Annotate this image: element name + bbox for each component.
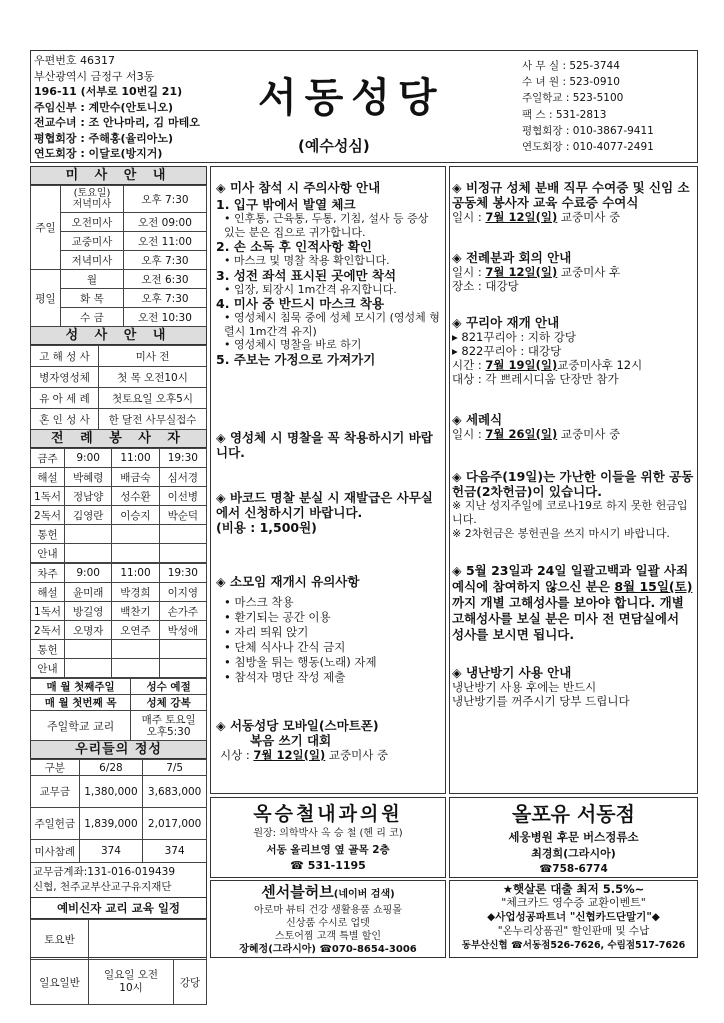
church-subtitle: (예수성심) [298, 137, 370, 155]
server-name [65, 640, 112, 659]
server-name: 이승지 [112, 506, 159, 525]
sacrament-time: 미사 전 [99, 346, 207, 367]
server-name: 윤미래 [65, 583, 112, 602]
server-name [159, 544, 206, 563]
server-role: 통헌 [31, 525, 65, 544]
date-value: 7월 12일(일) [485, 210, 558, 224]
barcode-notice [216, 490, 442, 535]
offering-label: 미사참례 [31, 840, 80, 863]
account-holder: 신협, 천주교부산교구유지재단 [33, 881, 172, 893]
sacrament-time: 한 달전 사무실접수 [99, 409, 207, 430]
herb-name: 센서블허브 [261, 883, 334, 901]
herb-contact [211, 943, 445, 957]
mass-time: 오후 7:30 [123, 289, 206, 308]
date-suffix: 교중미사 중 [557, 427, 621, 441]
meeting-place: 장소 : 대강당 [452, 279, 519, 293]
server-role: 2독서 [31, 621, 65, 640]
server-name: 심서경 [159, 468, 206, 487]
clinic-ad [210, 797, 446, 878]
curia-title: ◈ 꾸리아 재개 안내 [452, 315, 560, 330]
guide-item: • 입장, 퇴장시 1m간격 유지합니다. [224, 282, 397, 296]
catechumen-time: 일요일 오전 10시 [89, 960, 174, 1005]
aircon-text: 냉난방기 사용 후에는 반드시 [452, 680, 597, 694]
olp-name: 올포유 서동점 [512, 802, 635, 826]
contact-office: 사 무 실 : 525-3744 [522, 60, 620, 72]
offering-value: 1,839,000 [79, 808, 143, 840]
mass-guide-section [216, 180, 442, 367]
contact-prayer: 연도회장 : 010-4077-2491 [522, 141, 654, 154]
ceremony-title: ◈ 비정규 성체 분배 직무 수여증 및 신임 소공동체 봉사자 교육 수료증 수여식 [452, 180, 690, 210]
server-name: 박혜령 [65, 468, 112, 487]
date-value: 7월 12일(일) [485, 265, 558, 279]
contact-convent: 수 녀 원 : 523-0910 [522, 76, 620, 89]
confession-text: ◈ 5월 23일과 24일 일괄고백과 일괄 사죄예식에 참여하지 않으신 분은 [452, 563, 689, 594]
server-name: 9:00 [65, 564, 112, 583]
server-name [65, 544, 112, 563]
server-name: 방길영 [65, 602, 112, 621]
group-notice [216, 574, 442, 685]
offering-value: 2,017,000 [143, 808, 207, 840]
guide-heading: 2. 손 소독 후 인적사항 확인 [216, 239, 372, 254]
server-name: 배금숙 [112, 468, 159, 487]
contest-title: ◈ 서동성당 모바일(스마트폰) [216, 718, 379, 733]
offering-value: 374 [143, 840, 207, 863]
group-item: • 참석자 명단 작성 제출 [224, 670, 346, 684]
herb-line: 신상품 수시로 업뎃 [286, 918, 370, 929]
contest-day: 7월 12일(일) [253, 748, 326, 762]
date-label: 일시 : [452, 427, 486, 441]
sacrament-table [30, 345, 207, 430]
catechumen-room: 강당 [174, 960, 207, 1005]
offering-value: 3,683,000 [143, 776, 207, 808]
liturgy-meeting-title: ◈ 전례분과 회의 안내 [452, 250, 572, 265]
date-suffix: 교중미사 후 [557, 265, 621, 279]
server-name: 박성애 [159, 621, 206, 640]
server-name: 박경희 [112, 583, 159, 602]
collection-note: ※ 지난 성지주일에 코로나19로 하지 못한 헌금입니다. [452, 499, 688, 526]
contest-date [216, 748, 442, 762]
clinic-address: 서동 올리브영 옆 골목 2층 [266, 844, 390, 856]
guide-item: • 영성체시 침묵 중에 성체 모시기 (영성체 형렬시 1m간격 유지) [224, 311, 440, 338]
offering-head: 구분 [31, 760, 80, 776]
contact-school: 주일학교 : 523-5100 [522, 92, 624, 105]
council-president: 평협회장 : 주해홍(율리아노) [34, 131, 173, 145]
olp-ad [449, 797, 698, 878]
postal-code: 우편번호 46317 [34, 54, 115, 67]
group-list [216, 595, 442, 685]
herb-owner: 장혜정(그라시아) [239, 944, 316, 955]
olp-owner: 최경희(그라시아) [531, 847, 616, 860]
server-name [159, 525, 206, 544]
server-name [159, 640, 206, 659]
address-line: 부산광역시 금정구 서3동 [34, 69, 155, 83]
servers-this-week [30, 448, 207, 563]
server-role: 1독서 [31, 602, 65, 621]
group-item: • 자리 띄워 앉기 [224, 625, 309, 639]
mass-time: 오전 6:30 [123, 270, 206, 289]
server-name: 19:30 [159, 449, 206, 468]
server-name: 19:30 [159, 564, 206, 583]
server-role: 안내 [31, 659, 65, 678]
mass-time: 오후 7:30 [123, 251, 206, 270]
sacrament-time: 첫토요일 오후5시 [99, 388, 207, 409]
clinic-doctor: 원장: 의학박사 옥 승 철 (헨 리 코) [253, 828, 403, 839]
date-label: 일시 : [452, 265, 486, 279]
aircon-title: ◈ 냉난방기 사용 안내 [452, 665, 572, 680]
church-title: 서동성당 [258, 75, 445, 121]
offering-label: 주일헌금 [31, 808, 80, 840]
curia-time [452, 358, 695, 372]
mobile-contest [216, 718, 442, 762]
server-name [65, 525, 112, 544]
server-name [112, 640, 159, 659]
mass-name: 저녁미사 [61, 251, 124, 270]
offering-title: 우리들의 정성 [31, 741, 206, 759]
date-suffix: 교중미사 중 [557, 210, 621, 224]
mass-day: 수 금 [61, 308, 124, 327]
server-role: 해설 [31, 468, 65, 487]
mass-time: 오전 11:00 [123, 232, 206, 251]
server-name: 9:00 [65, 449, 112, 468]
catechumen-table [30, 919, 207, 1005]
mass-day: 월 [61, 270, 124, 289]
offering-head: 7/5 [143, 760, 207, 776]
church-address [34, 53, 200, 162]
catechumen-saturday: 토요반 [31, 920, 89, 960]
sacrament-name: 고 해 성 사 [31, 346, 99, 367]
guide-heading: ◈ 미사 참석 시 주의사항 안내 [216, 180, 381, 195]
catechumen-sunday: 일요일반 [31, 960, 89, 1005]
server-name: 김영란 [65, 506, 112, 525]
sunday-label: 주일 [31, 186, 61, 270]
offering-head: 6/28 [79, 760, 143, 776]
server-role: 통헌 [31, 640, 65, 659]
server-role: 차주 [31, 564, 65, 583]
collection-note: ※ 2차헌금은 봉헌권을 쓰지 마시기 바랍니다. [452, 527, 670, 540]
clinic-name: 옥승철내과의원 [253, 803, 403, 825]
cu-contact: 동부산신협 ☎서동점526-7626, 수림점517-7626 [461, 940, 686, 951]
mass-time: 오후 7:30 [123, 186, 206, 213]
curia-target: 대상 : 각 쁘레시디움 단장만 참가 [452, 372, 619, 386]
catechumen-title: 예비신자 교리 교육 일정 [31, 898, 206, 919]
nametag-notice [216, 430, 442, 460]
group-item: • 침방울 튀는 행동(노래) 자제 [224, 655, 377, 669]
school-label: 주일학교 교리 [31, 711, 131, 741]
date-label: 일시 : [452, 210, 486, 224]
herb-ad [210, 880, 446, 958]
address-line: 196-11 (서부로 10번길 21) [34, 85, 183, 98]
server-name: 박순덕 [159, 506, 206, 525]
guide-heading: 4. 미사 중 반드시 마스크 착용 [216, 296, 385, 311]
server-name: 이선병 [159, 487, 206, 506]
server-name: 11:00 [112, 449, 159, 468]
server-role: 안내 [31, 544, 65, 563]
contest-suffix: 교중미사 중 [325, 748, 389, 762]
offering-label: 교무금 [31, 776, 80, 808]
school-time: 매주 토요일 오후5:30 [131, 711, 207, 741]
herb-tag: (네이버 검색) [333, 889, 395, 900]
server-name: 11:00 [112, 564, 159, 583]
prayer-president: 연도회장 : 이달로(방지거) [34, 147, 163, 160]
account-info [31, 863, 206, 898]
cu-line: "온누리상품권" 할인판매 및 수납 [497, 925, 650, 937]
mass-name: 오전미사 [61, 213, 124, 232]
server-name: 이지영 [159, 583, 206, 602]
server-role: 해설 [31, 583, 65, 602]
curia-821: ▸ 821꾸리아 : 지하 강당 [452, 330, 576, 344]
monthly-table [30, 678, 207, 741]
credit-union-ad [449, 880, 698, 958]
server-name: 정남양 [65, 487, 112, 506]
collection-notice: ◈ 다음주(19일)는 가난한 이들을 위한 공동헌금(2차헌금)이 있습니다. [452, 469, 694, 499]
sacrament-name: 유 아 세 례 [31, 388, 99, 409]
barcode-cost: (비용 : 1,500원) [216, 520, 317, 535]
sacrament-title: 성 사 안 내 [31, 327, 206, 345]
time-label: 시간 : [452, 358, 486, 372]
aircon-text: 냉난방기를 꺼주시기 당부 드립니다 [452, 694, 630, 708]
mass-title: 미 사 안 내 [31, 167, 206, 185]
monthly-what: 성수 예절 [131, 679, 207, 695]
monthly-when: 매 월 첫번째 목 [31, 695, 131, 711]
contest-subtitle: 복음 쓰기 대회 [250, 733, 332, 748]
weekday-label: 평일 [31, 270, 61, 327]
server-name [159, 659, 206, 678]
confession-text-2: 까지 개별 고해성사를 보아야 합니다. 개별 고해성사를 보실 분은 미사 전 면담실에서 성사를 보시면 됩니다. [452, 595, 684, 642]
mass-time: 오전 10:30 [123, 308, 206, 327]
server-name [112, 659, 159, 678]
contest-label: 시상 : [220, 748, 254, 762]
server-name: 성수환 [112, 487, 159, 506]
cu-line: ★햇살론 대출 최저 5.5%~ [502, 882, 645, 896]
mass-day: 화 목 [61, 289, 124, 308]
mass-name: (토요일) 저녁미사 [61, 186, 124, 213]
contact-council: 평협회장 : 010-3867-9411 [522, 124, 654, 137]
confession-notice [452, 563, 695, 643]
curia-822: ▸ 822꾸리아 : 대강당 [452, 344, 562, 358]
server-name: 오연주 [112, 621, 159, 640]
server-name [112, 544, 159, 563]
guide-heading: 5. 주보는 가정으로 가져가기 [216, 351, 376, 367]
nuns: 전교수녀 : 조 안나마리, 김 마테오 [34, 116, 200, 129]
clinic-phone: ☎ 531-1195 [290, 859, 366, 872]
time-suffix: 교중미사후 12시 [557, 358, 643, 372]
group-item: • 단체 식사나 간식 금지 [224, 640, 346, 654]
servers-next-week [30, 563, 207, 678]
left-column [30, 166, 207, 994]
baptism-date [452, 427, 695, 441]
cu-line: "체크카드 영수증 교환이벤트" [501, 896, 646, 909]
baptism-title: ◈ 세례식 [452, 412, 503, 427]
ceremony-date [452, 210, 695, 224]
offering-value: 1,380,000 [79, 776, 143, 808]
server-name [112, 525, 159, 544]
herb-phone: ☎070-8654-3006 [319, 944, 417, 955]
confession-date: 8월 15일(토) [614, 579, 693, 594]
offering-value: 374 [79, 840, 143, 863]
guide-item: • 인후통, 근육통, 두통, 기침, 설사 등 증상 있는 분은 집으로 귀가합니다. [224, 212, 429, 239]
date-value: 7월 19일(일) [485, 358, 558, 372]
offering-table [30, 759, 207, 863]
group-item: • 마스크 착용 [224, 595, 294, 609]
guide-item: • 마스크 및 명찰 착용 확인합니다. [224, 254, 390, 267]
nametag-text: ◈ 영성체 시 명찰을 꼭 착용하시기 바랍니다. [216, 430, 433, 460]
server-name: 백찬기 [112, 602, 159, 621]
server-role: 금주 [31, 449, 65, 468]
sacrament-name: 혼 인 성 사 [31, 409, 99, 430]
contact-list [522, 58, 654, 155]
contact-fax: 팩 스 : 531-2813 [522, 108, 607, 121]
guide-item: • 영성체시 명찰을 바로 하기 [224, 338, 362, 351]
date-value: 7월 26일(일) [485, 427, 558, 441]
server-name: 오명자 [65, 621, 112, 640]
mass-time: 오전 09:00 [123, 213, 206, 232]
monthly-when: 매 월 첫째주일 [31, 679, 131, 695]
herb-title [211, 883, 445, 904]
servers-title: 전 례 봉 사 자 [31, 430, 206, 448]
meeting-date [452, 265, 695, 279]
cu-line: ◆사업성공파트너 "신협카드단말기"◆ [487, 911, 660, 923]
herb-line: 스토어찜 고객 특별 할인 [274, 931, 382, 942]
barcode-text: ◈ 바코드 명찰 분실 시 재발급은 사무실에서 신청하시기 바랍니다. [216, 490, 433, 520]
monthly-what: 성체 강복 [131, 695, 207, 711]
server-name: 손가주 [159, 602, 206, 621]
mass-name: 교중미사 [61, 232, 124, 251]
sacrament-time: 첫 목 오전10시 [99, 367, 207, 388]
olp-location: 세웅병원 후문 버스정류소 [508, 830, 639, 844]
group-title: ◈ 소모임 재개시 유의사항 [216, 574, 360, 589]
server-name [65, 659, 112, 678]
pastor: 주임신부 : 계만수(안토니오) [34, 100, 173, 114]
mass-table [30, 185, 207, 327]
sacrament-name: 병자영성체 [31, 367, 99, 388]
account-number: 교무금계좌:131-016-019439 [33, 866, 175, 878]
right-notices [452, 180, 695, 708]
olp-phone: ☎758-6774 [539, 863, 608, 875]
herb-line: 아로마 뷰티 건강 생활용품 쇼핑몰 [254, 905, 402, 916]
guide-heading: 3. 성전 좌석 표시된 곳에만 착석 [216, 267, 397, 283]
group-item: • 환기되는 공간 이용 [224, 610, 331, 624]
server-role: 2독서 [31, 506, 65, 525]
guide-heading: 1. 입구 밖에서 발열 체크 [216, 197, 356, 212]
server-role: 1독서 [31, 487, 65, 506]
